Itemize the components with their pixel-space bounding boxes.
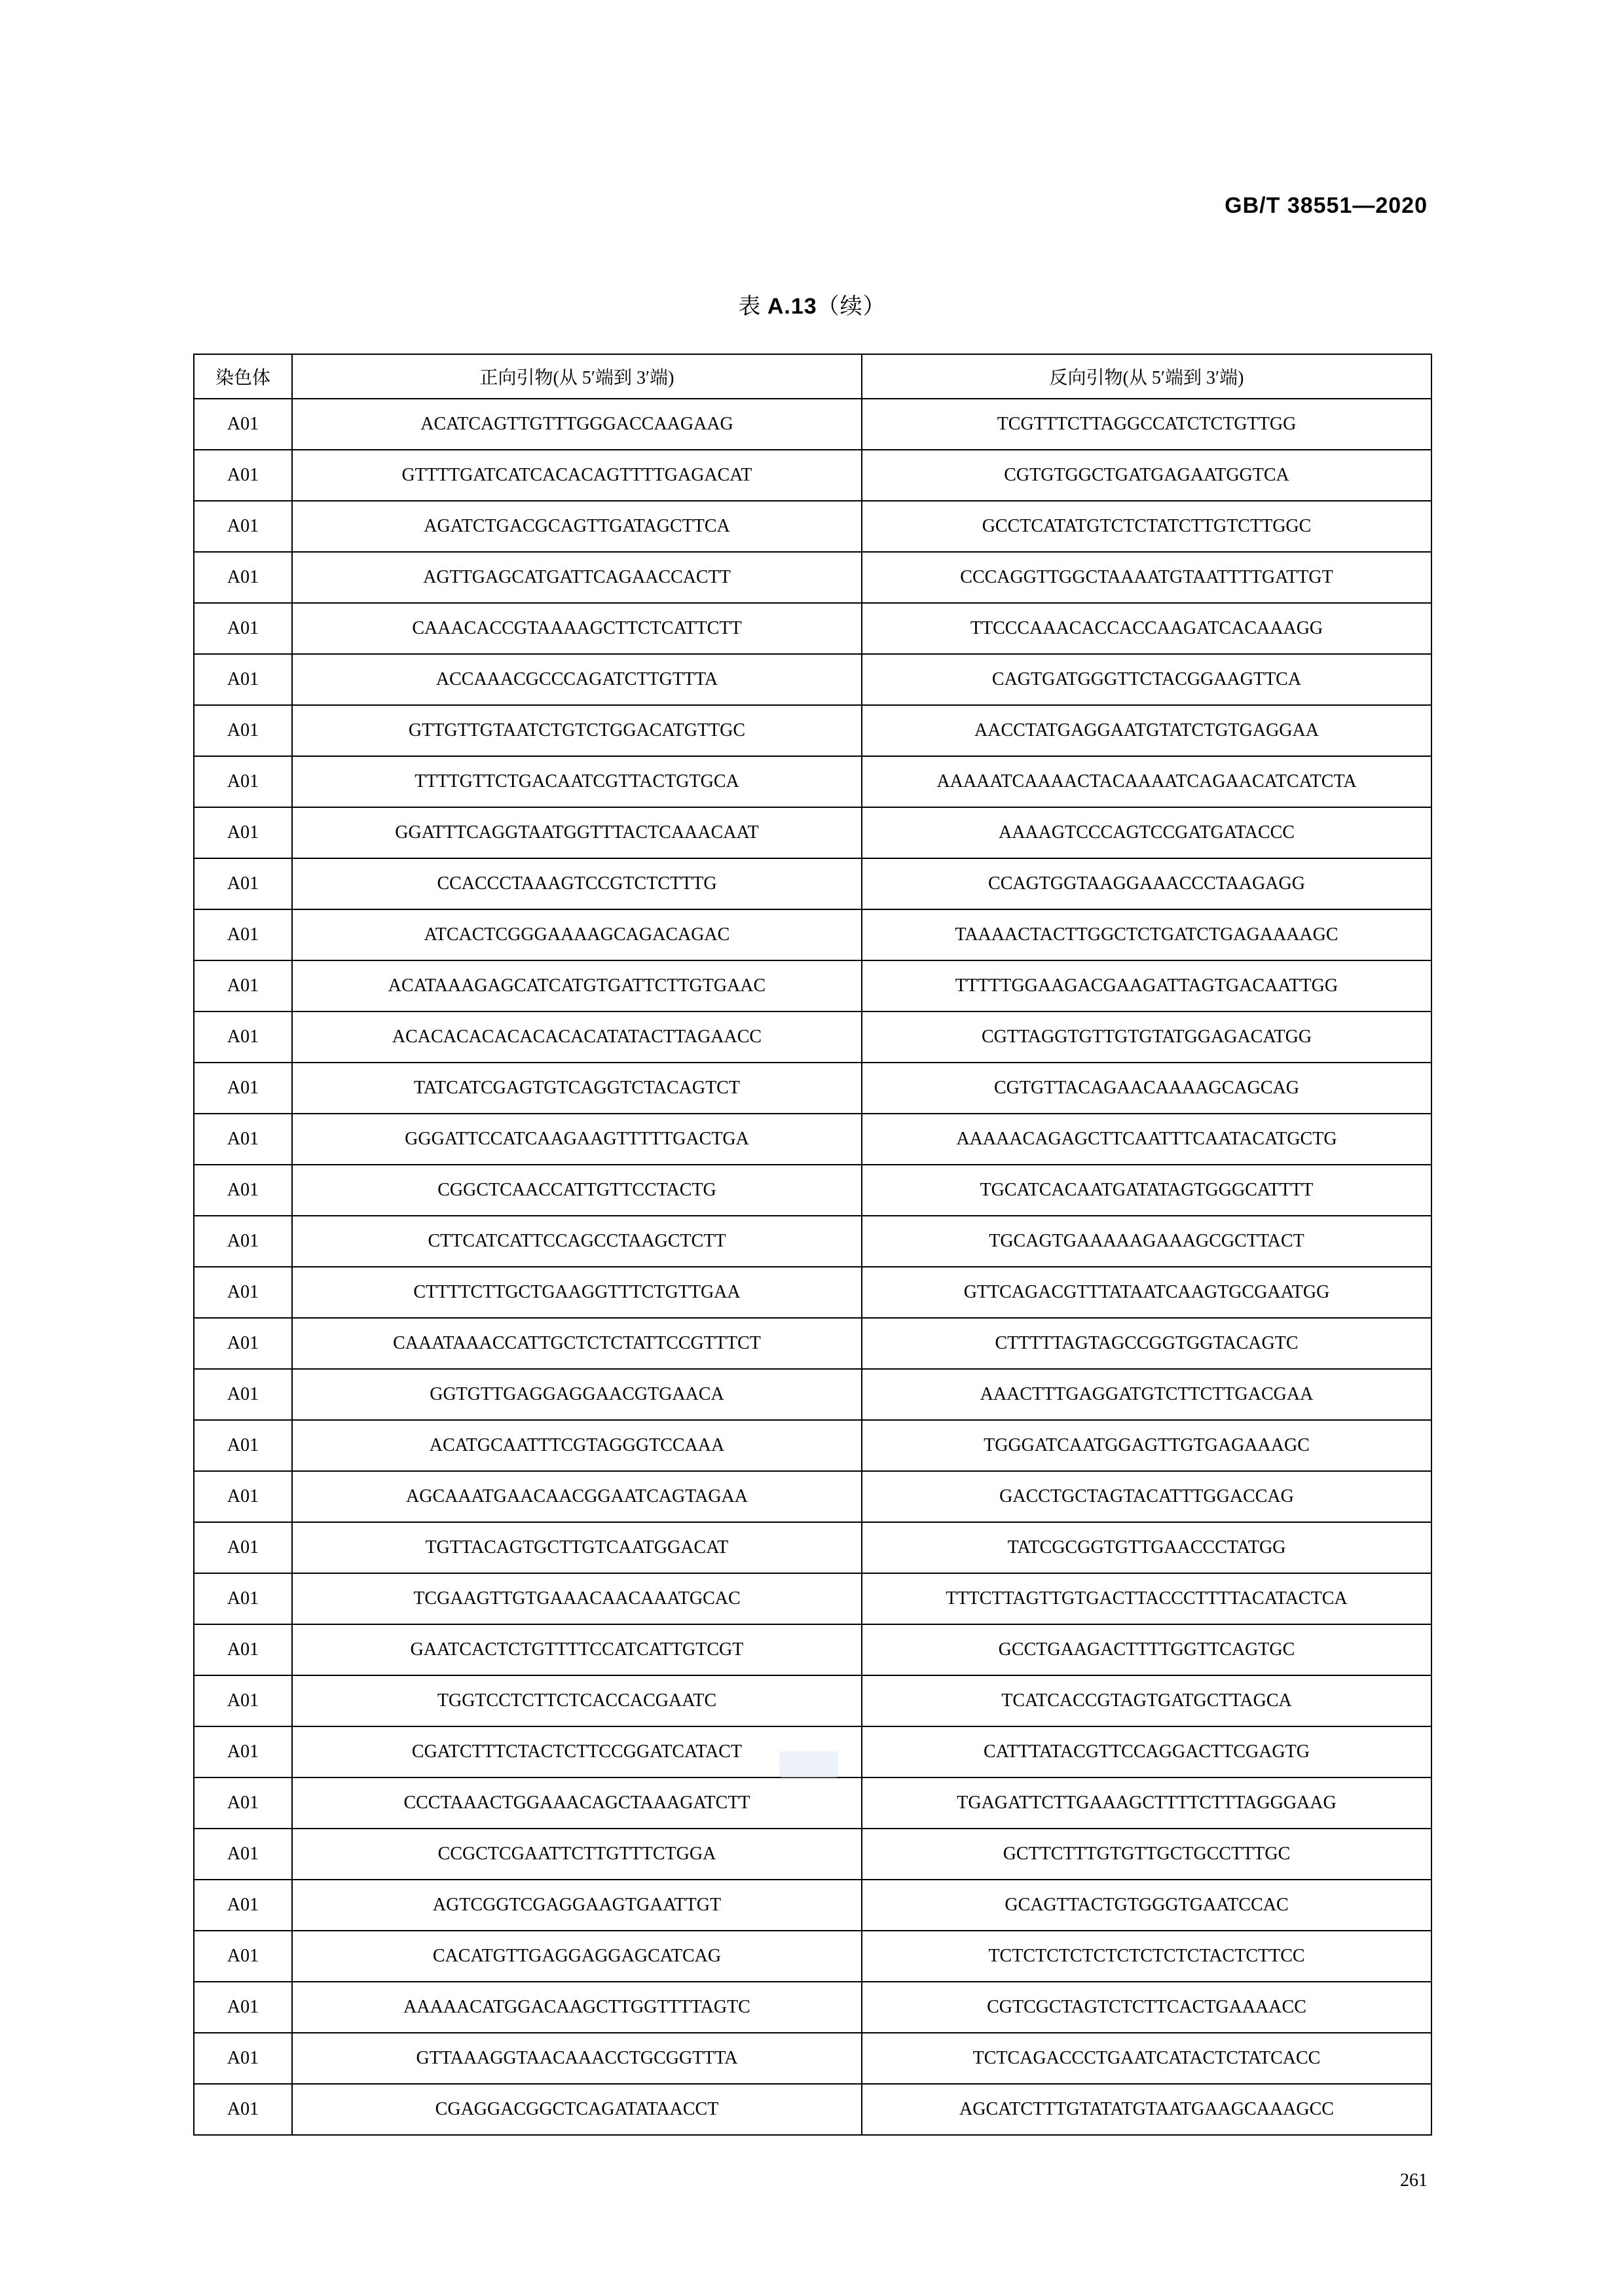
chromosome-cell: A01 [194, 501, 292, 552]
chromosome-cell: A01 [194, 654, 292, 705]
table-row [194, 1063, 1431, 1114]
reverse-primer-cell: TTCCCAAACACCACCAAGATCACAAAGG [862, 603, 1431, 654]
forward-primer-cell: ACCAAACGCCCAGATCTTGTTTA [292, 654, 862, 705]
chromosome-cell: A01 [194, 1982, 292, 2033]
reverse-primer-cell: TGGGATCAATGGAGTTGTGAGAAAGC [862, 1420, 1431, 1471]
chromosome-cell: A01 [194, 2084, 292, 2135]
chromosome-cell: A01 [194, 1318, 292, 1369]
column-header-chromosome: 染色体 [194, 354, 292, 399]
forward-primer-cell: CTTTTCTTGCTGAAGGTTTCTGTTGAA [292, 1267, 862, 1318]
reverse-primer-cell: GACCTGCTAGTACATTTGGACCAG [862, 1471, 1431, 1522]
table-row [194, 501, 1431, 552]
table-row [194, 1880, 1431, 1931]
chromosome-cell: A01 [194, 1011, 292, 1063]
watermark [779, 1751, 838, 1777]
table-row [194, 1216, 1431, 1267]
table-row [194, 2084, 1431, 2135]
page-number: 261 [1400, 2170, 1428, 2191]
table-row [194, 1675, 1431, 1726]
reverse-primer-cell: CATTTATACGTTCCAGGACTTCGAGTG [862, 1726, 1431, 1777]
table-row [194, 1011, 1431, 1063]
forward-primer-cell: GTTTTGATCATCACACAGTTTTGAGACAT [292, 450, 862, 501]
chromosome-cell: A01 [194, 450, 292, 501]
forward-primer-cell: CAAACACCGTAAAAGCTTCTCATTCTT [292, 603, 862, 654]
table-row [194, 552, 1431, 603]
reverse-primer-cell: TGCAGTGAAAAAGAAAGCGCTTACT [862, 1216, 1431, 1267]
table-row [194, 756, 1431, 807]
reverse-primer-cell: TCATCACCGTAGTGATGCTTAGCA [862, 1675, 1431, 1726]
chromosome-cell: A01 [194, 960, 292, 1011]
forward-primer-cell: GGATTTCAGGTAATGGTTTACTCAAACAAT [292, 807, 862, 858]
chromosome-cell: A01 [194, 552, 292, 603]
reverse-primer-cell: CGTGTGGCTGATGAGAATGGTCA [862, 450, 1431, 501]
table-row [194, 1777, 1431, 1829]
chromosome-cell: A01 [194, 1471, 292, 1522]
table-row [194, 1931, 1431, 1982]
table-row [194, 705, 1431, 756]
table-row [194, 909, 1431, 960]
table-header-row [194, 354, 1431, 399]
table-row [194, 1829, 1431, 1880]
table-row [194, 2033, 1431, 2084]
chromosome-cell: A01 [194, 2033, 292, 2084]
chromosome-cell: A01 [194, 1726, 292, 1777]
chromosome-cell: A01 [194, 1931, 292, 1982]
reverse-primer-cell: GCCTGAAGACTTTTGGTTCAGTGC [862, 1624, 1431, 1675]
chromosome-cell: A01 [194, 603, 292, 654]
forward-primer-cell: TCGAAGTTGTGAAACAACAAATGCAC [292, 1573, 862, 1624]
forward-primer-cell: CAAATAAACCATTGCTCTCTATTCCGTTTCT [292, 1318, 862, 1369]
forward-primer-cell: CCGCTCGAATTCTTGTTTCTGGA [292, 1829, 862, 1880]
column-header-reverse-primer: 反向引物(从 5′端到 3′端) [862, 354, 1431, 399]
table-row [194, 1522, 1431, 1573]
reverse-primer-cell: CAGTGATGGGTTCTACGGAAGTTCA [862, 654, 1431, 705]
forward-primer-cell: TGGTCCTCTTCTCACCACGAATC [292, 1675, 862, 1726]
reverse-primer-cell: GTTCAGACGTTTATAATCAAGTGCGAATGG [862, 1267, 1431, 1318]
caption-suffix: （续） [817, 295, 886, 319]
forward-primer-cell: GGGATTCCATCAAGAAGTTTTTGACTGA [292, 1114, 862, 1165]
chromosome-cell: A01 [194, 909, 292, 960]
reverse-primer-cell: TCTCTCTCTCTCTCTCTCTACTCTTCC [862, 1931, 1431, 1982]
reverse-primer-cell: AAAAACAGAGCTTCAATTTCAATACATGCTG [862, 1114, 1431, 1165]
forward-primer-cell: ACATAAAGAGCATCATGTGATTCTTGTGAAC [292, 960, 862, 1011]
standard-code-header: GB/T 38551—2020 [1225, 193, 1428, 218]
chromosome-cell: A01 [194, 705, 292, 756]
caption-prefix: 表 [738, 295, 767, 319]
table-row [194, 1114, 1431, 1165]
chromosome-cell: A01 [194, 1369, 292, 1420]
forward-primer-cell: CCACCCTAAAGTCCGTCTCTTTG [292, 858, 862, 909]
forward-primer-cell: ATCACTCGGGAAAAGCAGACAGAC [292, 909, 862, 960]
chromosome-cell: A01 [194, 858, 292, 909]
reverse-primer-cell: TCTCAGACCCTGAATCATACTCTATCACC [862, 2033, 1431, 2084]
reverse-primer-cell: TTTTTGGAAGACGAAGATTAGTGACAATTGG [862, 960, 1431, 1011]
forward-primer-cell: AGTTGAGCATGATTCAGAACCACTT [292, 552, 862, 603]
reverse-primer-cell: TGAGATTCTTGAAAGCTTTTCTTTAGGGAAG [862, 1777, 1431, 1829]
table-row [194, 1165, 1431, 1216]
reverse-primer-cell: TCGTTTCTTAGGCCATCTCTGTTGG [862, 399, 1431, 450]
reverse-primer-cell: GCAGTTACTGTGGGTGAATCCAC [862, 1880, 1431, 1931]
table-row [194, 399, 1431, 450]
forward-primer-cell: TGTTACAGTGCTTGTCAATGGACAT [292, 1522, 862, 1573]
forward-primer-cell: AGCAAATGAACAACGGAATCAGTAGAA [292, 1471, 862, 1522]
chromosome-cell: A01 [194, 1063, 292, 1114]
forward-primer-cell: TATCATCGAGTGTCAGGTCTACAGTCT [292, 1063, 862, 1114]
chromosome-cell: A01 [194, 1267, 292, 1318]
forward-primer-cell: AGATCTGACGCAGTTGATAGCTTCA [292, 501, 862, 552]
forward-primer-cell: GTTAAAGGTAACAAACCTGCGGTTTA [292, 2033, 862, 2084]
table-row [194, 1471, 1431, 1522]
forward-primer-cell: GTTGTTGTAATCTGTCTGGACATGTTGC [292, 705, 862, 756]
chromosome-cell: A01 [194, 399, 292, 450]
table-row [194, 1369, 1431, 1420]
table-row [194, 1982, 1431, 2033]
chromosome-cell: A01 [194, 1880, 292, 1931]
forward-primer-cell: ACATCAGTTGTTTGGGACCAAGAAG [292, 399, 862, 450]
reverse-primer-cell: CGTTAGGTGTTGTGTATGGAGACATGG [862, 1011, 1431, 1063]
forward-primer-cell: CGATCTTTCTACTCTTCCGGATCATACT [292, 1726, 862, 1777]
primer-table [193, 354, 1432, 2136]
reverse-primer-cell: AAAAGTCCCAGTCCGATGATACCC [862, 807, 1431, 858]
table-row [194, 1267, 1431, 1318]
chromosome-cell: A01 [194, 1624, 292, 1675]
reverse-primer-cell: CGTCGCTAGTCTCTTCACTGAAAACC [862, 1982, 1431, 2033]
table-row [194, 603, 1431, 654]
reverse-primer-cell: TGCATCACAATGATATAGTGGGCATTTT [862, 1165, 1431, 1216]
forward-primer-cell: CACATGTTGAGGAGGAGCATCAG [292, 1931, 862, 1982]
reverse-primer-cell: AAAAATCAAAACTACAAAATCAGAACATCATCTA [862, 756, 1431, 807]
table-row [194, 858, 1431, 909]
chromosome-cell: A01 [194, 1420, 292, 1471]
reverse-primer-cell: AACCTATGAGGAATGTATCTGTGAGGAA [862, 705, 1431, 756]
table-row [194, 960, 1431, 1011]
reverse-primer-cell: TAAAACTACTTGGCTCTGATCTGAGAAAAGC [862, 909, 1431, 960]
table-row [194, 1420, 1431, 1471]
forward-primer-cell: CCCTAAACTGGAAACAGCTAAAGATCTT [292, 1777, 862, 1829]
forward-primer-cell: ACATGCAATTTCGTAGGGTCCAAA [292, 1420, 862, 1471]
forward-primer-cell: GAATCACTCTGTTTTCCATCATTGTCGT [292, 1624, 862, 1675]
table-row [194, 654, 1431, 705]
table-row [194, 1624, 1431, 1675]
reverse-primer-cell: AAACTTTGAGGATGTCTTCTTGACGAA [862, 1369, 1431, 1420]
chromosome-cell: A01 [194, 1777, 292, 1829]
reverse-primer-cell: TTTCTTAGTTGTGACTTACCCTTTTACATACTCA [862, 1573, 1431, 1624]
forward-primer-cell: CGAGGACGGCTCAGATATAACCT [292, 2084, 862, 2135]
reverse-primer-cell: CCCAGGTTGGCTAAAATGTAATTTTGATTGT [862, 552, 1431, 603]
chromosome-cell: A01 [194, 807, 292, 858]
chromosome-cell: A01 [194, 1216, 292, 1267]
chromosome-cell: A01 [194, 1165, 292, 1216]
table-row [194, 807, 1431, 858]
reverse-primer-cell: GCCTCATATGTCTCTATCTTGTCTTGGC [862, 501, 1431, 552]
table-row [194, 1573, 1431, 1624]
caption-number: A.13 [767, 294, 817, 319]
forward-primer-cell: AAAAACATGGACAAGCTTGGTTTTAGTC [292, 1982, 862, 2033]
forward-primer-cell: TTTTGTTCTGACAATCGTTACTGTGCA [292, 756, 862, 807]
reverse-primer-cell: GCTTCTTTGTGTTGCTGCCTTTGC [862, 1829, 1431, 1880]
chromosome-cell: A01 [194, 1114, 292, 1165]
column-header-forward-primer: 正向引物(从 5′端到 3′端) [292, 354, 862, 399]
table-row [194, 1318, 1431, 1369]
forward-primer-cell: CTTCATCATTCCAGCCTAAGCTCTT [292, 1216, 862, 1267]
chromosome-cell: A01 [194, 1829, 292, 1880]
forward-primer-cell: ACACACACACACACACATATACTTAGAACC [292, 1011, 862, 1063]
reverse-primer-cell: TATCGCGGTGTTGAACCCTATGG [862, 1522, 1431, 1573]
forward-primer-cell: CGGCTCAACCATTGTTCCTACTG [292, 1165, 862, 1216]
table-caption [0, 288, 1624, 320]
reverse-primer-cell: CTTTTTAGTAGCCGGTGGTACAGTC [862, 1318, 1431, 1369]
reverse-primer-cell: CGTGTTACAGAACAAAAGCAGCAG [862, 1063, 1431, 1114]
reverse-primer-cell: CCAGTGGTAAGGAAACCCTAAGAGG [862, 858, 1431, 909]
reverse-primer-cell: AGCATCTTTGTATATGTAATGAAGCAAAGCC [862, 2084, 1431, 2135]
chromosome-cell: A01 [194, 756, 292, 807]
table-row [194, 450, 1431, 501]
forward-primer-cell: GGTGTTGAGGAGGAACGTGAACA [292, 1369, 862, 1420]
chromosome-cell: A01 [194, 1573, 292, 1624]
chromosome-cell: A01 [194, 1675, 292, 1726]
forward-primer-cell: AGTCGGTCGAGGAAGTGAATTGT [292, 1880, 862, 1931]
chromosome-cell: A01 [194, 1522, 292, 1573]
